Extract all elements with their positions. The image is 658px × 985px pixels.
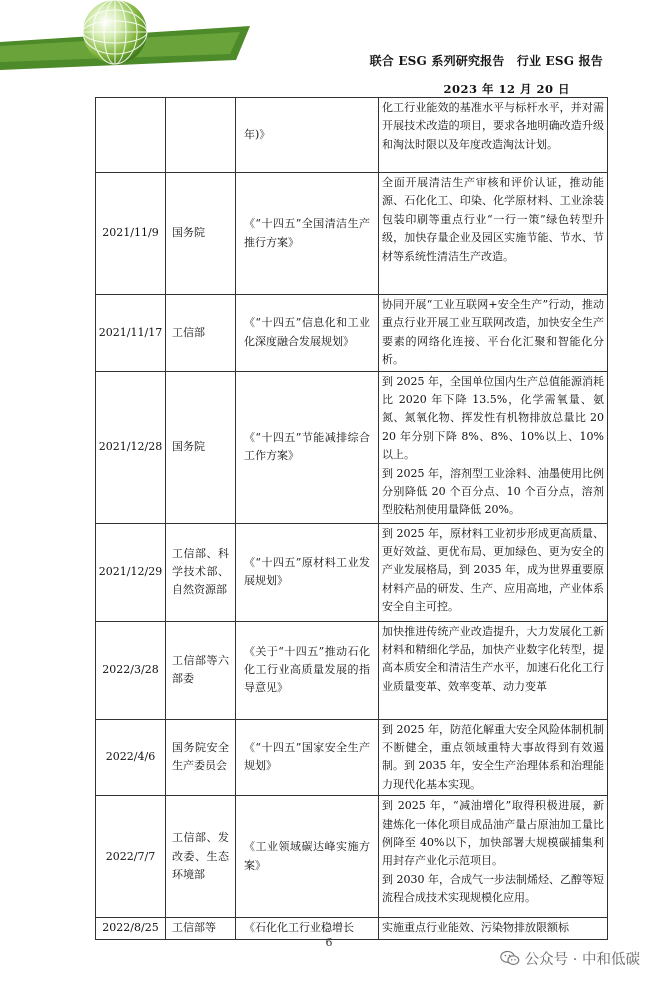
document-title-cell: 《“十四五”信息化和工业化深度融合发展规划》 [236, 295, 379, 372]
watermark [500, 948, 640, 969]
content-paragraph: 到 2025 年，“减油增化”取得积极进展，新建炼化一体化项目成品油产量占原油加工量比例降至 40%以下，加快部署大规模碳捕集利用封存产业化示范项目。 [382, 799, 604, 868]
content-cell [379, 621, 608, 719]
document-title-cell: 年)》 [236, 98, 379, 173]
date-cell: 2021/11/17 [96, 295, 166, 372]
content-cell [379, 98, 608, 173]
report-date: 2023 年 12 月 20 日 [443, 82, 570, 96]
content-cell [379, 796, 608, 918]
department-cell: 国务院 [166, 173, 236, 295]
page-number: 6 [325, 936, 333, 949]
content-paragraph: 实施重点行业能效、污染物排放限额标 [382, 921, 569, 935]
document-title-cell: 《关于“十四五”推动石化化工行业高质量发展的指导意见》 [236, 621, 379, 719]
policy-table-wrapper [95, 97, 607, 940]
content-paragraph: 到 2025 年，溶剂型工业涂料、油墨使用比例分别降低 20 个百分点、10 个百分点，溶剂型胶粘剂使用量降低 20%。 [382, 466, 604, 517]
date-cell: 2021/11/9 [96, 173, 166, 295]
table-row [96, 371, 608, 523]
table-row [96, 98, 608, 173]
content-paragraph: 到 2025 年，全国单位国内生产总值能源消耗比 2020 年下降 13.5%，化学需氧量、氨氮、氮氧化物、挥发性有机物排放总量比 2020 年分别下降 8%、8%、10%以上、10%以上。 [382, 374, 604, 462]
date-cell: 2022/8/25 [96, 918, 166, 939]
table-row [96, 719, 608, 796]
content-cell [379, 523, 608, 621]
table-row [96, 796, 608, 918]
policy-table [95, 97, 608, 940]
content-cell [379, 371, 608, 523]
date-cell: 2021/12/28 [96, 371, 166, 523]
document-title-cell: 《“十四五”原材料工业发展规划》 [236, 523, 379, 621]
date-cell: 2021/12/29 [96, 523, 166, 621]
content-paragraph: 化工行业能效的基准水平与标杆水平，并对需开展技术改造的项目，要求各地明确改造升级和淘汰时限以及年度改造淘汰计划。 [382, 101, 604, 151]
table-row [96, 621, 608, 719]
content-paragraph: 协同开展“工业互联网+安全生产”行动，推动重点行业开展工业互联网改造，加快安全生产要素的网络化连接、平台化汇聚和智能化分析。 [382, 298, 604, 367]
content-cell [379, 173, 608, 295]
content-cell [379, 719, 608, 796]
watermark-text: 公众号 · 中和低碳 [524, 952, 640, 968]
document-title-cell: 《“十四五”全国清洁生产推行方案》 [236, 173, 379, 295]
date-cell: 2022/4/6 [96, 719, 166, 796]
department-cell: 工信部 [166, 295, 236, 372]
table-row [96, 173, 608, 295]
department-cell: 工信部等六部委 [166, 621, 236, 719]
wechat-icon [500, 950, 520, 967]
document-title-cell: 《“十四五”国家安全生产规划》 [236, 719, 379, 796]
globe-logo-icon [0, 0, 260, 84]
content-paragraph: 到 2025 年，原材料工业初步形成更高质量、更好效益、更优布局、更加绿色、更为安全的产业发展格局，到 2035 年，成为世界重要原材料产品的研发、生产、应用高地，产业体系安全自主可控。 [382, 526, 604, 614]
table-row [96, 295, 608, 372]
document-title-cell: 《“十四五”节能减排综合工作方案》 [236, 371, 379, 523]
department-cell: 工信部、发改委、生态环境部 [166, 796, 236, 918]
content-paragraph: 到 2030 年，合成气一步法制烯烃、乙醇等短流程合成技术实现规模化应用。 [382, 872, 604, 905]
content-paragraph: 全面开展清洁生产审核和评价认证，推动能源、石化化工、印染、化学原材料、工业涂装包装印刷等重点行业“一行一策”绿色转型升级，加快存量企业及园区实施节能、节水、节材等系统性清洁生产改造。 [382, 176, 604, 263]
date-cell [96, 98, 166, 173]
content-cell [379, 295, 608, 372]
department-cell: 国务院安全生产委员会 [166, 719, 236, 796]
content-paragraph: 加快推进传统产业改造提升，大力发展化工新材料和精细化学品，加快产业数字化转型，提高本质安全和清洁生产水平，加速石化化工行业质量变革、效率变革、动力变革 [382, 624, 604, 693]
page-header [0, 0, 658, 100]
date-cell: 2022/3/28 [96, 621, 166, 719]
document-title-cell: 《石化化工行业稳增长 [236, 918, 379, 939]
report-title: 联合 ESG 系列研究报告 行业 ESG 报告 [369, 54, 603, 68]
document-title-cell: 《工业领域碳达峰实施方案》 [236, 796, 379, 918]
department-cell: 工信部、科学技术部、自然资源部 [166, 523, 236, 621]
content-paragraph: 到 2025 年，防范化解重大安全风险体制机制不断健全，重点领域重特大事故得到有效遏制。到 2035 年，安全生产治理体系和治理能力现代化基本实现。 [382, 722, 604, 791]
date-cell: 2022/7/7 [96, 796, 166, 918]
table-row [96, 523, 608, 621]
department-cell [166, 98, 236, 173]
department-cell: 国务院 [166, 371, 236, 523]
department-cell: 工信部等 [166, 918, 236, 939]
